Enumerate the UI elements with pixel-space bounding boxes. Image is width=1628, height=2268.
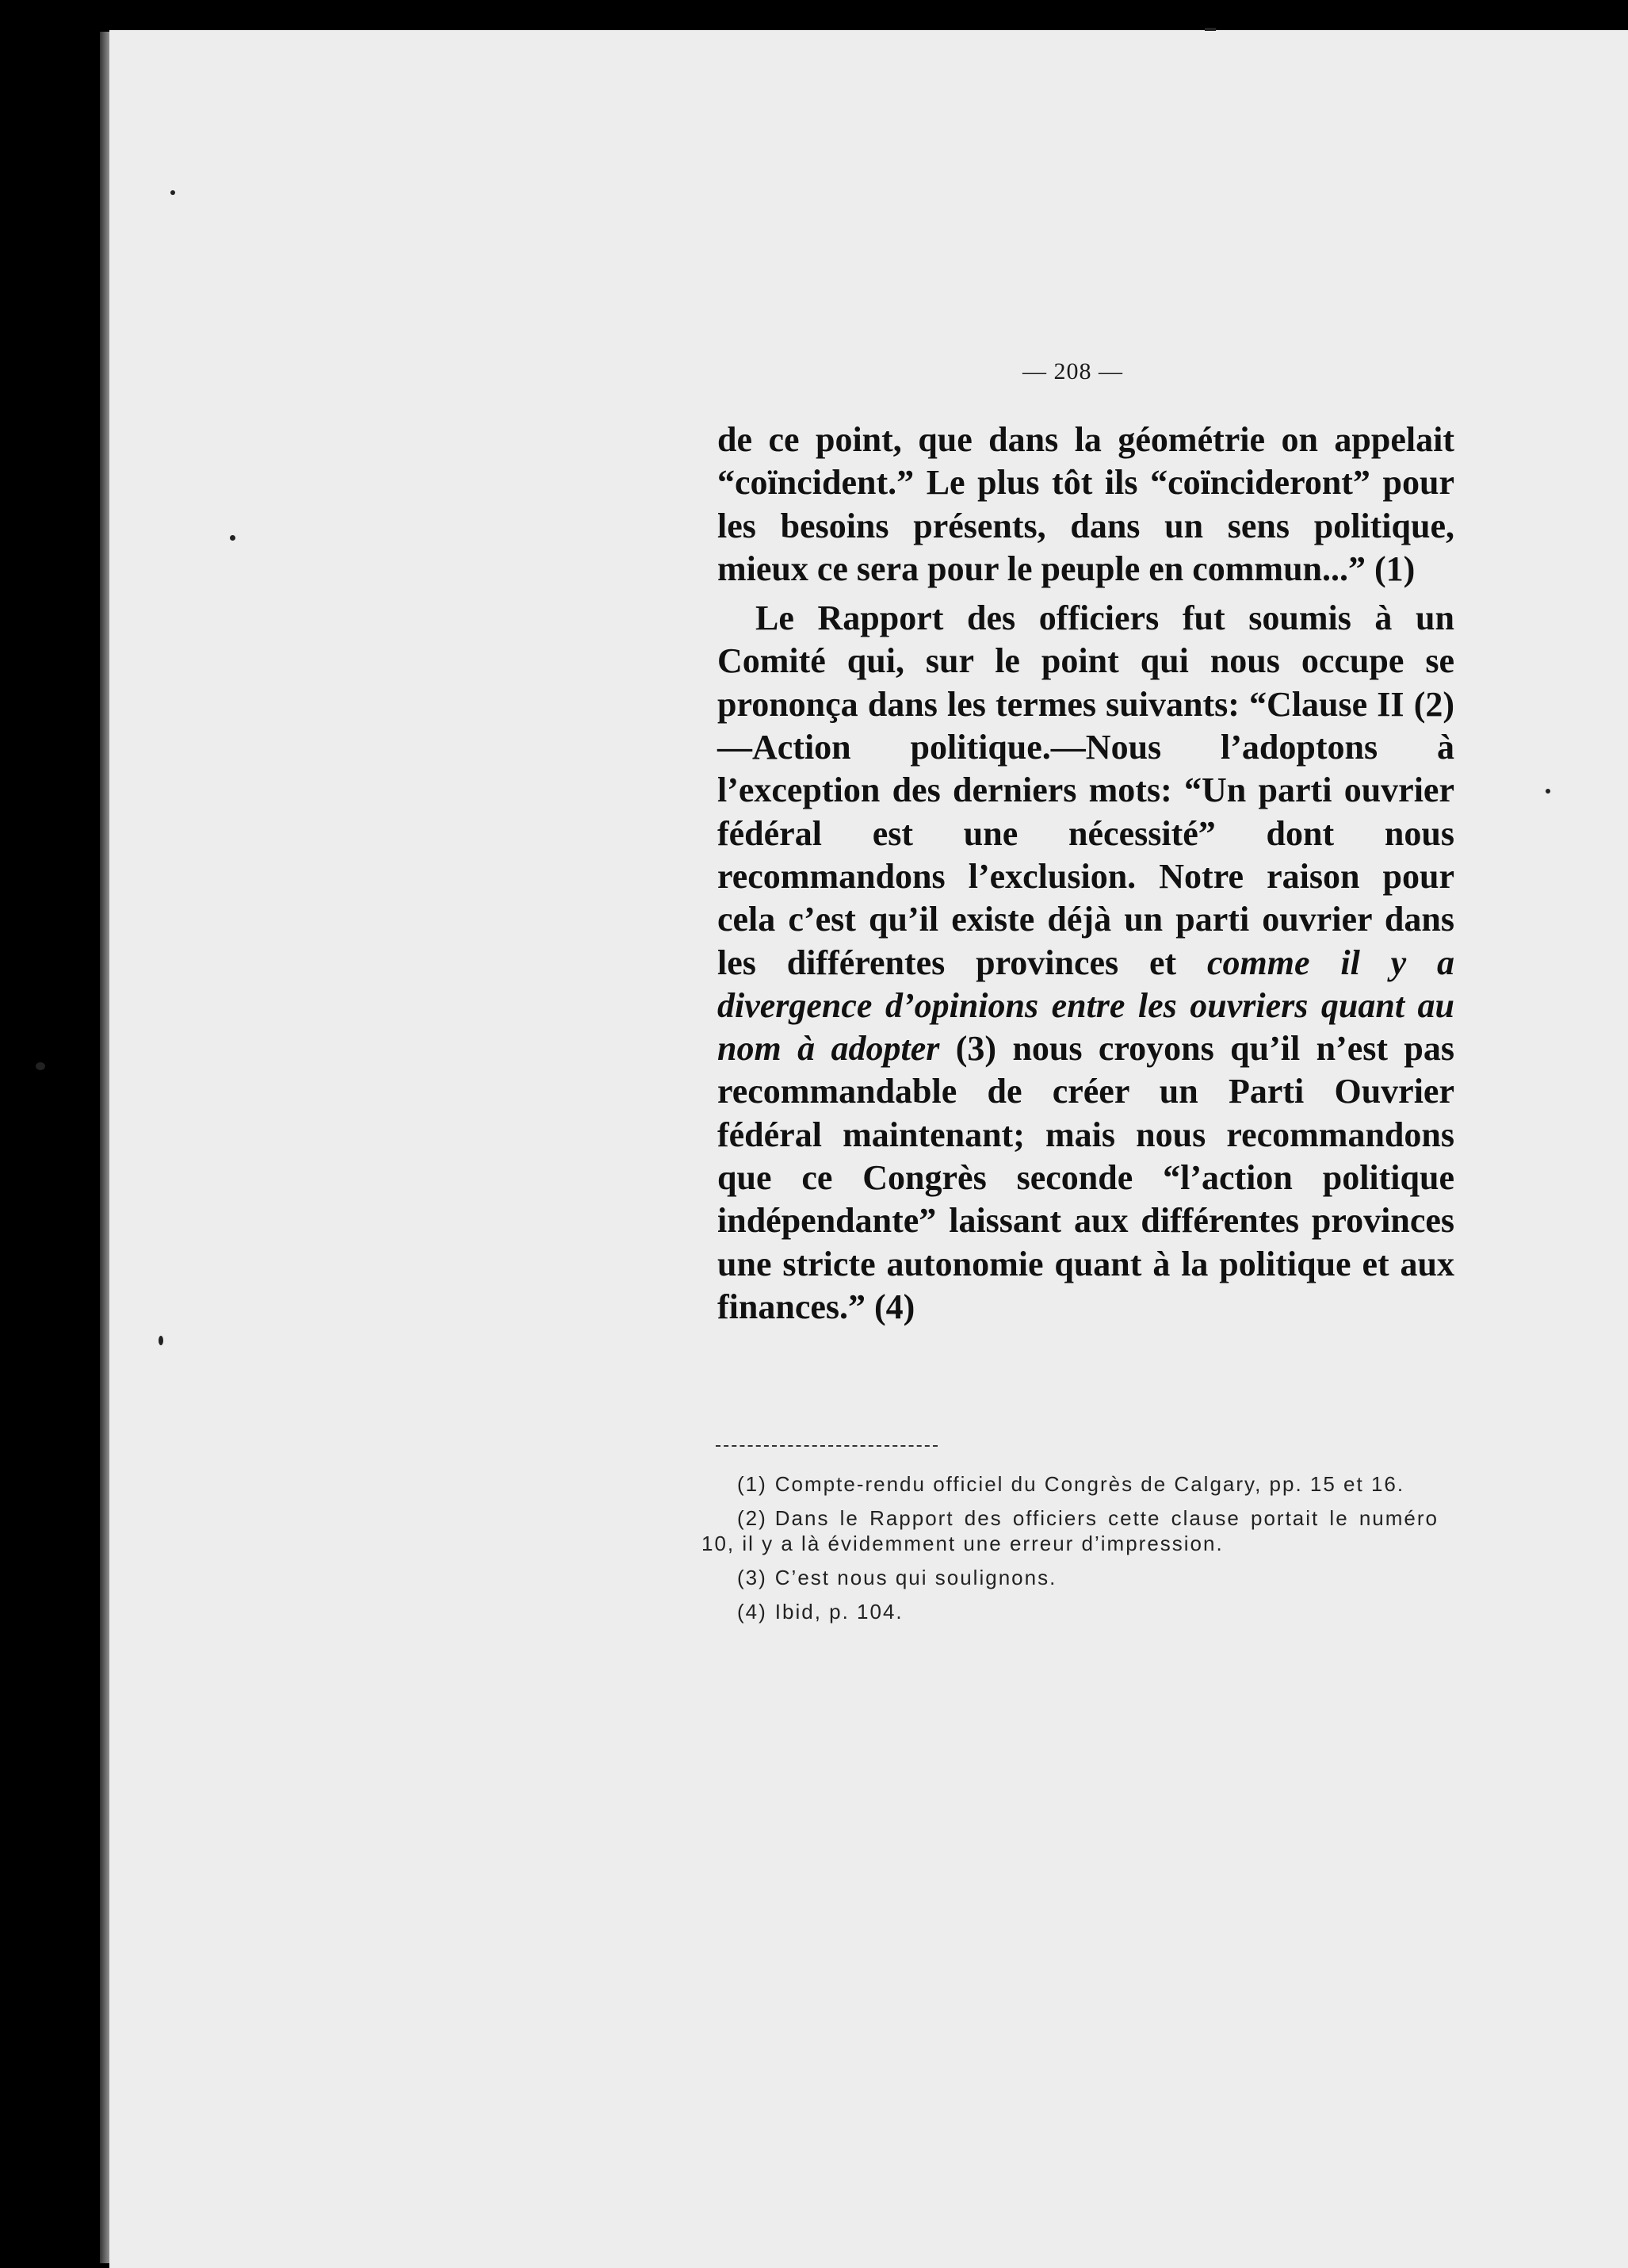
scan-speck [170, 190, 175, 195]
paragraph-text: Le Rapport des officiers fut soumis à un Comité qui, sur le point qui nous occupe se prononça dans les termes suivants: “Clause II (2)—Action politique.—Nous l’adoptons à l’exception des derniers mots: “Un parti ouvrier fédéral est une nécessité” dont nous recommandons l’exclusion. Notre raison pour cela c’est qu’il existe déjà un parti ouvrier dans les différentes provinces et [717, 599, 1454, 982]
page-number: — 208 — [1022, 358, 1123, 384]
footnote-text: C’est nous qui soulignons. [774, 1566, 1057, 1589]
footnote-number: (2) [737, 1506, 767, 1530]
footnote-number: (3) [737, 1566, 767, 1589]
paragraph-p2 [717, 597, 1454, 1329]
paragraph-text: (3) nous croyons qu’il n’est pas recommandable de créer un Parti Ouvrier fédéral maintenant; mais nous recommandons que ce Congrès seconde “l’action politique indépendante” laissant aux différentes provinces une stricte autonomie quant à la politique et aux finances.” (4) [717, 1029, 1454, 1326]
footnote-separator [716, 1445, 938, 1447]
scan-speck [1546, 789, 1550, 794]
footnote-number: (1) [737, 1472, 767, 1496]
paragraph-p1 [717, 419, 1454, 591]
footnote [701, 1471, 1439, 1497]
footnote [701, 1565, 1439, 1590]
footnote [701, 1505, 1439, 1556]
footnote-text: Dans le Rapport des officiers cette clause portait le numéro 10, il y a là évidemment une erreur d’impression. [701, 1506, 1439, 1555]
footnote-number: (4) [737, 1600, 767, 1624]
scan-speck [230, 535, 235, 541]
emphasized-text: comme il y a divergence d’opinions entre les ouvriers quant au nom à adopter [717, 943, 1454, 1069]
paragraph-text: de ce point, que dans la géométrie on appelait “coïncident.” Le plus tôt ils “coïncideront” pour les besoins présents, dans un sens politique, mieux ce sera pour le peuple en commun...” (1) [717, 420, 1454, 588]
footnotes [701, 1471, 1439, 1633]
footnote-text: Compte-rendu officiel du Congrès de Calgary, pp. 15 et 16. [774, 1472, 1405, 1496]
footnote [701, 1599, 1439, 1624]
footnote-text: Ibid, p. 104. [774, 1600, 904, 1624]
body-text [717, 419, 1454, 1329]
scan-speck [1205, 28, 1216, 31]
scan-speck [159, 1336, 163, 1345]
scan-speck [36, 1062, 45, 1070]
